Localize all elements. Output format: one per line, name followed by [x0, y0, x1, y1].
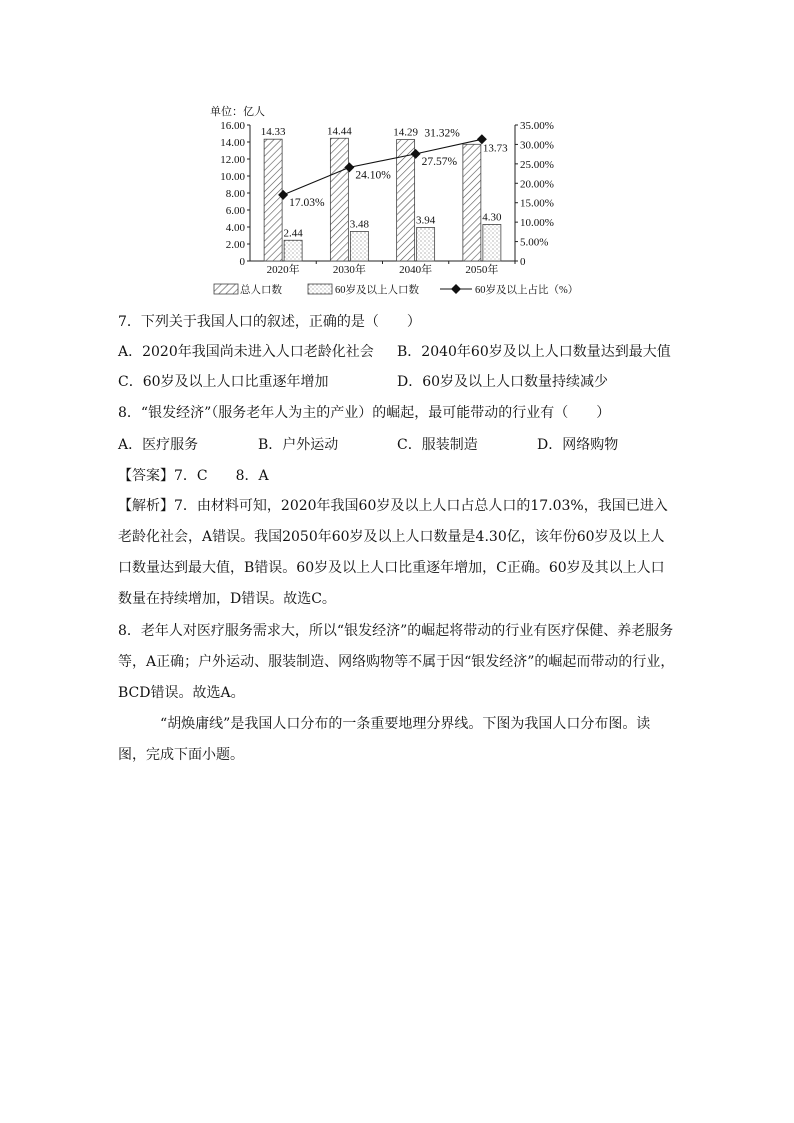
- elderly-population-bar: [483, 224, 501, 261]
- elderly-value-label: 3.48: [349, 218, 369, 231]
- y-right-tick-label: 10.00%: [520, 217, 554, 230]
- y-left-tick-label: 10.00: [220, 171, 245, 183]
- y-right-tick-label: 35.00%: [520, 120, 554, 132]
- unit-label: 单位：亿人: [210, 106, 265, 118]
- total-population-bar: [330, 138, 348, 261]
- x-tick-label: 2040年: [399, 264, 433, 276]
- elderly-value-label: 4.30: [482, 211, 502, 224]
- q7-option-c: C．60岁及以上人口比重逐年增加: [118, 374, 329, 390]
- y-left-tick-label: 14.00: [220, 137, 245, 149]
- legend-swatch-elderly: [308, 284, 332, 294]
- legend-label-total: 总人口数: [240, 285, 282, 296]
- analysis-q7: 【解析】7．由材料可知，2020年我国60岁及以上人口占总人口的17.03%，我国已进入老龄化社会，A错误。我国2050年60岁及以上人口数量是4.30亿，该年份60岁及以上人口数量达到最大值，B错误。60岁及以上人口比重逐年增加，C正确。60岁及其以上人口数量在持续增加，D错误。故选C。: [118, 498, 668, 607]
- x-tick-label: 2030年: [332, 264, 366, 276]
- total-value-label: 13.73: [482, 142, 508, 155]
- y-left-tick-label: 0: [239, 256, 245, 268]
- y-right-tick-label: 5.00%: [520, 236, 549, 249]
- total-population-bar: [264, 139, 282, 261]
- y-left-tick-label: 12.00: [220, 154, 245, 166]
- legend-label-ratio: 60岁及以上占比（%）: [475, 285, 579, 296]
- y-left-tick-label: 8.00: [225, 188, 245, 200]
- q7-option-d: D．60岁及以上人口数量持续减少: [397, 374, 609, 390]
- elderly-population-bar: [417, 228, 435, 261]
- q7-option-a: A．2020年我国尚未进入人口老龄化社会: [118, 344, 374, 360]
- population-chart: [200, 100, 600, 310]
- q8-option-a: A．医疗服务: [118, 437, 199, 453]
- y-left-tick-label: 4.00: [225, 222, 245, 234]
- total-value-label: 14.44: [327, 125, 352, 138]
- q8-option-b: B．户外运动: [258, 437, 339, 453]
- total-value-label: 14.33: [260, 126, 286, 139]
- q8-option-c: C．服装制造: [397, 437, 478, 453]
- y-right-tick-label: 30.00%: [520, 139, 554, 152]
- q8-stem: 8．“银发经济”（服务老年人为主的产业）的崛起，最可能带动的行业有（ ）: [118, 405, 611, 421]
- ratio-value-label: 31.32%: [424, 127, 460, 140]
- legend-label-elderly: 60岁及以上人口数: [335, 285, 419, 296]
- y-right-tick-label: 0: [520, 256, 526, 268]
- ratio-value-label: 27.57%: [421, 155, 458, 168]
- elderly-population-bar: [350, 231, 368, 261]
- x-tick-label: 2050年: [465, 264, 499, 276]
- y-right-tick-label: 15.00%: [520, 197, 554, 210]
- y-right-tick-label: 20.00%: [520, 178, 554, 191]
- y-left-tick-label: 16.00: [220, 120, 245, 132]
- legend-swatch-total: [214, 284, 238, 294]
- total-value-label: 14.29: [393, 126, 418, 139]
- q7-stem: 7．下列关于我国人口的叙述，正确的是（ ）: [118, 314, 421, 330]
- ratio-value-label: 24.10%: [355, 169, 391, 182]
- analysis-q8: 8．老年人对医疗服务需求大，所以“银发经济”的崛起将带动的行业有医疗保健、养老服务等，A正确；户外运动、服装制造、网络购物等不属于因“银发经济”的崛起而带动的行业，BCD错误。故选A。: [118, 623, 675, 701]
- elderly-population-bar: [284, 240, 302, 261]
- total-population-bar: [397, 140, 415, 261]
- legend-marker-ratio: [451, 284, 461, 294]
- y-right-tick-label: 25.00%: [520, 158, 554, 171]
- ratio-line: [278, 127, 487, 209]
- q7-option-b: B．2040年60岁及以上人口数量达到最大值: [397, 344, 671, 360]
- chart-bars: [261, 125, 508, 261]
- y-left-tick-label: 6.00: [225, 205, 245, 217]
- elderly-value-label: 3.94: [416, 214, 436, 227]
- chart-legend: [214, 283, 578, 296]
- y-left-tick-label: 2.00: [225, 239, 245, 251]
- elderly-value-label: 2.44: [283, 227, 303, 240]
- x-tick-label: 2020年: [266, 264, 300, 276]
- total-population-bar: [463, 144, 481, 261]
- q8-option-d: D．网络购物: [537, 437, 619, 453]
- answer-line: 【答案】7．C 8．A: [118, 468, 269, 484]
- ratio-value-label: 17.03%: [289, 196, 325, 209]
- intro-paragraph: “胡焕庸线”是我国人口分布的一条重要地理分界线。下图为我国人口分布图。读图，完成下面小题。: [118, 716, 651, 763]
